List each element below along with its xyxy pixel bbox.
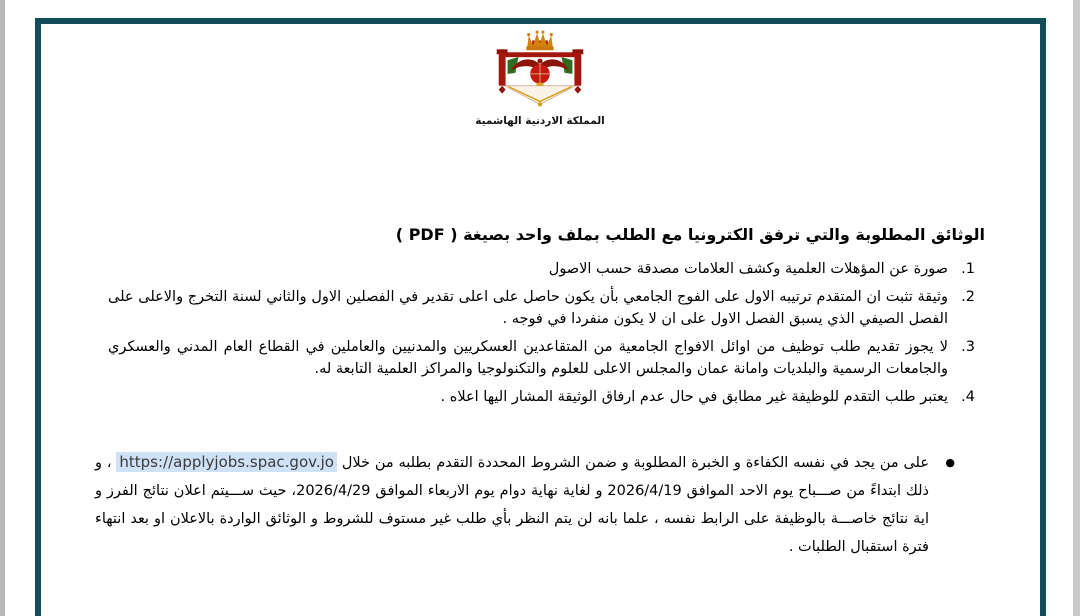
document-header (0, 28, 1080, 127)
crown-icon (526, 31, 554, 51)
application-notice (95, 448, 955, 561)
list-item-number: 1. (961, 261, 975, 277)
list-item-number: 4. (961, 389, 975, 405)
requirements-list (108, 258, 975, 414)
mantle-shape (505, 86, 576, 107)
bullet-icon: ● (945, 456, 955, 469)
document-heading: الوثائق المطلوبة والتي ترفق الكترونيا مع الطلب بملف واحد بصيغة ( PDF ) (395, 225, 985, 244)
notice-text-after-url: ، و ذلك ابتداءً من صـــباح يوم الاحد الموافق 2026/4/19 و لغاية نهاية دوام يوم الاربعاء الموافق 2026/4/29، حيث ســـيتم اعلان نتائج الفرز و اية نتائج خاصـــة بالوظيفة على الرابط نفسه ، علما بانه لن يتم النظر بأي طلب غير مستوف للشروط و الوثائق الواردة بالاعلان او بعد انتهاء فترة استقبال الطلبات . (95, 455, 929, 555)
list-item (108, 386, 975, 408)
list-item (108, 286, 975, 330)
list-item-number: 2. (961, 289, 975, 305)
application-notice-text (95, 448, 929, 561)
list-item (108, 258, 975, 280)
list-item-number: 3. (961, 339, 975, 355)
list-item (108, 336, 975, 380)
jordan-coat-of-arms-logo (481, 28, 599, 108)
kingdom-name-calligraphy: المملكة الاردنية الهاشمية (475, 115, 605, 127)
application-url-link[interactable]: https://applyjobs.spac.gov.jo (116, 452, 337, 472)
list-item-text: صورة عن المؤهلات العلمية وكشف العلامات مصدقة حسب الاصول (548, 261, 948, 277)
globe-emblem (530, 64, 550, 86)
notice-text-before-url: على من يجد في نفسه الكفاءة و الخبرة المطلوبة و ضمن الشروط المحددة التقدم بطلبه من خلال (336, 455, 930, 471)
list-item-text: يعتبر طلب التقدم للوظيفة غير مطابق في حال عدم ارفاق الوثيقة المشار اليها اعلاه . (440, 389, 948, 405)
list-item-text: لا يجوز تقديم طلب توظيف من اوائل الافواج الجامعية من المتقاعدين العسكريين والمدنيين والعاملين في القطاع العام المدني والعسكري والجامعات الرسمية والبلديات وامانة عمان والمجلس الاعلى للعلوم والتكنولوجيا والمراكز العلمية التابعة له. (108, 339, 948, 377)
list-item-text: وثيقة تثبت ان المتقدم ترتيبه الاول على الفوج الجامعي بأن يكون حاصل على اعلى تقدير في الفصلين الاول والثاني لسنة التخرج والاعلى على الفصل الصيفي الذي يسبق الفصل الاول على ان لا يكون منفردا في فوجه . (108, 289, 948, 327)
